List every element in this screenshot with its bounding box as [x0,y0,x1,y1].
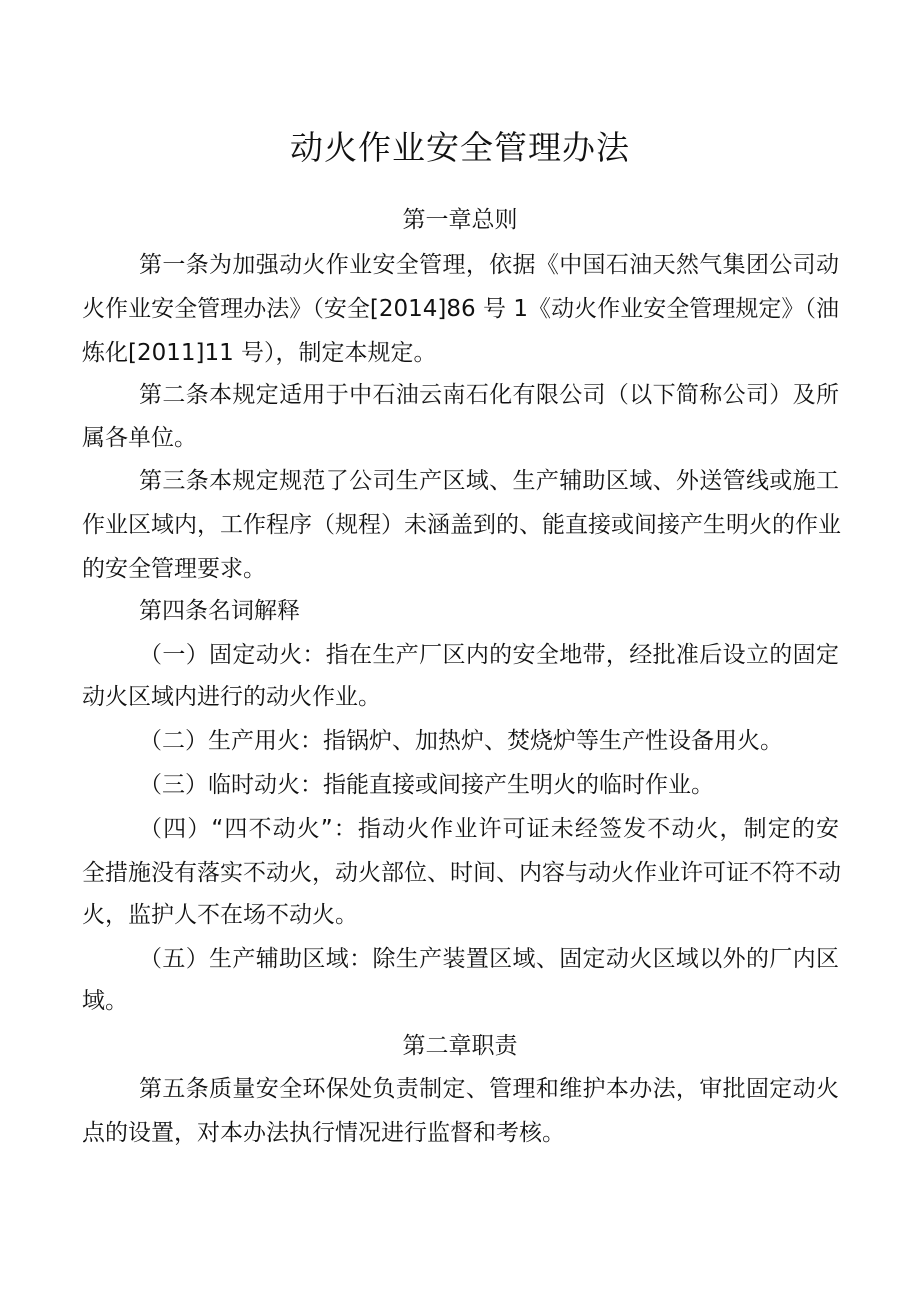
article-3-line-3: 的安全管理要求。 [82,556,266,582]
article-5-line-1: 第五条质量安全环保处负责制定、管理和维护本办法，审批固定动火 [139,1076,839,1102]
definition-5-line-2: 域。 [82,988,128,1014]
article-2-line-1: 第二条本规定适用于中石油云南石化有限公司（以下简称公司）及所 [139,382,839,408]
chapter-heading-2: 第二章职责 [402,1033,518,1059]
definition-3: （三）临时动火：指能直接或间接产生明火的临时作业。 [139,772,714,798]
definition-5-line-1: （五）生产辅助区域：除生产装置区域、固定动火区域以外的厂内区 [139,946,839,972]
article-2-line-2: 属各单位。 [82,425,197,451]
definition-2: （二）生产用火：指锅炉、加热炉、焚烧炉等生产性设备用火。 [139,728,783,754]
definition-1-line-2: 动火区域内进行的动火作业。 [82,684,381,710]
article-1-line-1: 第一条为加强动火作业安全管理，依据《中国石油天然气集团公司动 [139,252,839,278]
article-3-line-1: 第三条本规定规范了公司生产区域、生产辅助区域、外送管线或施工 [139,468,839,494]
article-3-line-2: 作业区域内，工作程序（规程）未涵盖到的、能直接或间接产生明火的作业 [82,512,841,538]
definition-4-line-3: 火，监护人不在场不动火。 [82,902,358,928]
article-5-line-2: 点的设置，对本办法执行情况进行监督和考核。 [82,1120,565,1146]
definition-1-line-1: （一）固定动火：指在生产厂区内的安全地带，经批准后设立的固定 [139,642,839,668]
document-title: 动火作业安全管理办法 [290,128,630,167]
definition-4-line-1: （四）“四不动火”：指动火作业许可证未经签发不动火，制定的安 [139,816,839,842]
article-1-line-2: 火作业安全管理办法》（安全[2014]86 号 1《动火作业安全管理规定》（油 [82,296,839,322]
chapter-heading-1: 第一章总则 [402,207,518,233]
article-1-line-3: 炼化[2011]11 号），制定本规定。 [82,340,437,366]
article-4-heading: 第四条名词解释 [139,598,300,624]
definition-4-line-2: 全措施没有落实不动火，动火部位、时间、内容与动火作业许可证不符不动 [82,860,841,886]
